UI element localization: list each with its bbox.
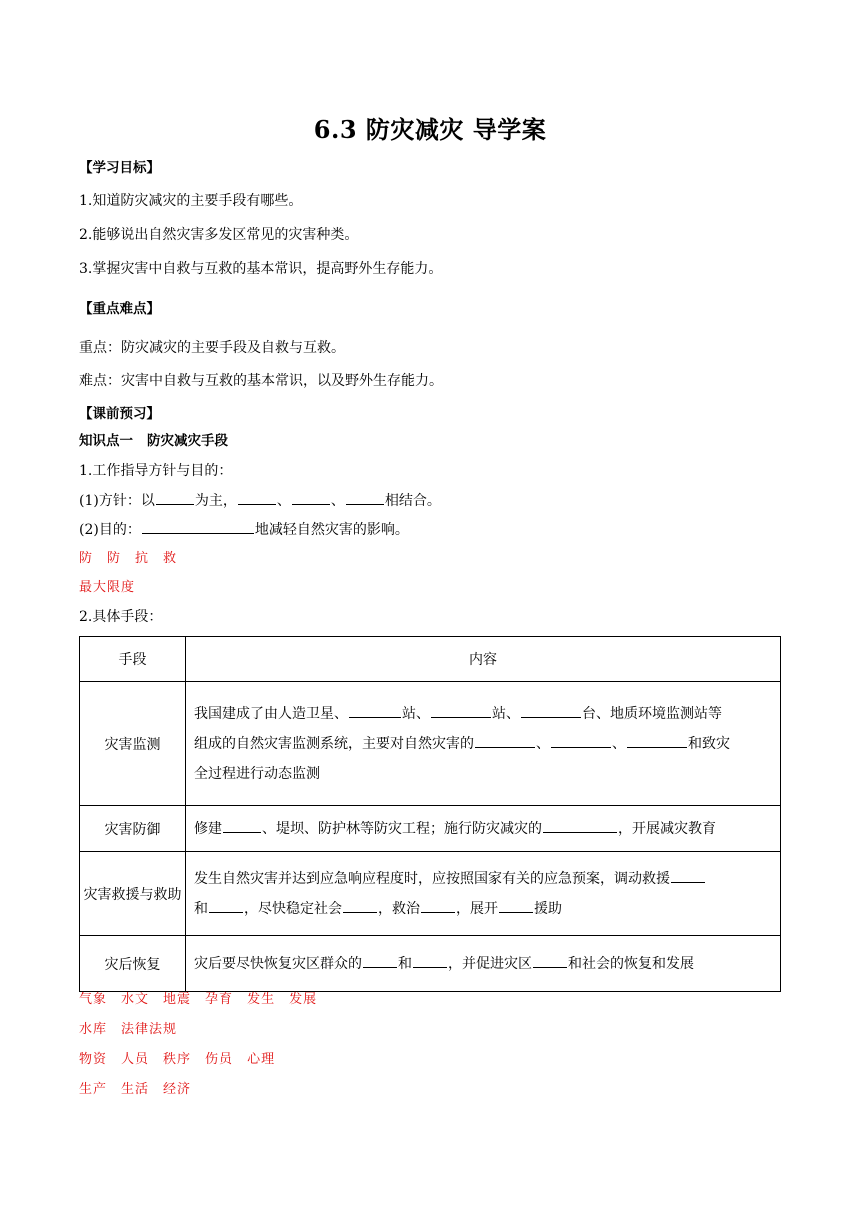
- q1a-text-5: 相结合。: [384, 493, 441, 509]
- blank: [292, 490, 330, 505]
- goal-2: 2.能够说出自然灾害多发区常见的灾害种类。: [79, 227, 359, 243]
- q1a-text-3: 、: [276, 493, 291, 509]
- goals-header: 【学习目标】: [79, 160, 160, 176]
- answer: 地震: [163, 992, 192, 1007]
- answer-line-1: [79, 549, 177, 569]
- row-content: [186, 852, 781, 936]
- cell-text: 我国建成了由人造卫星、: [194, 705, 348, 722]
- blank: [142, 519, 254, 534]
- blank: [475, 733, 535, 748]
- cell-text: ，开展减灾教育: [618, 820, 716, 837]
- blank: [156, 490, 194, 505]
- cell-text: 组成的自然灾害监测系统，主要对自然灾害的: [194, 735, 474, 752]
- key-header: 【重点难点】: [79, 301, 160, 317]
- goal-3: 3.掌握灾害中自救与互救的基本常识，提高野外生存能力。: [79, 261, 443, 277]
- table-row: [80, 852, 781, 936]
- blank: [671, 868, 705, 883]
- cell-text: ，并促进灾区: [448, 955, 532, 972]
- blank: [349, 703, 401, 718]
- table-header-row: [80, 637, 781, 682]
- question-2: 2.具体手段：: [79, 609, 163, 625]
- row-content: [186, 806, 781, 852]
- page-title: 6.3 防灾减灾 导学案: [313, 115, 547, 144]
- cell-text: 站、: [492, 705, 520, 722]
- header-cell-content: 内容: [186, 637, 781, 682]
- answer-line-6: [79, 1080, 191, 1100]
- cell-text: 修建: [194, 820, 222, 837]
- blank: [499, 898, 533, 913]
- cell-text: 和致灾: [688, 735, 730, 752]
- row-label: 灾害防御: [80, 806, 186, 852]
- answer: 救: [163, 551, 178, 566]
- row-label: 灾害监测: [80, 682, 186, 806]
- answer: 法律法规: [121, 1022, 178, 1037]
- cell-text: 全过程进行动态监测: [194, 765, 320, 782]
- blank: [223, 818, 261, 833]
- row-content: [186, 936, 781, 992]
- difficult-point: 难点：灾害中自救与互救的基本常识，以及野外生存能力。: [79, 373, 443, 389]
- blank: [238, 490, 276, 505]
- blank: [363, 953, 397, 968]
- answer: 抗: [135, 551, 150, 566]
- knowledge-point-1: [79, 431, 228, 451]
- answer: 发生: [247, 992, 276, 1007]
- answer: 水库: [79, 1022, 108, 1037]
- row-label: 灾害救援与救助: [80, 852, 186, 936]
- answer: 防: [107, 551, 122, 566]
- cell-text: 、: [612, 735, 626, 752]
- cell-text: 台、地质环境监测站等: [582, 705, 722, 722]
- blank: [627, 733, 687, 748]
- cell-text: 、: [536, 735, 550, 752]
- cell-text: 和: [398, 955, 412, 972]
- blank: [343, 898, 377, 913]
- cell-text: ，尽快稳定社会: [244, 900, 342, 917]
- cell-text: ，展开: [456, 900, 498, 917]
- answer-line-3: [79, 990, 317, 1010]
- q1a-text-2: 为主，: [194, 493, 237, 509]
- cell-text: 和社会的恢复和发展: [568, 955, 694, 972]
- blank: [543, 818, 617, 833]
- blank: [533, 953, 567, 968]
- cell-text: 和: [194, 900, 208, 917]
- table-row: [80, 806, 781, 852]
- row-content: [186, 682, 781, 806]
- answer: 心理: [247, 1052, 276, 1067]
- answer: 经济: [163, 1082, 192, 1097]
- question-1a: [79, 490, 441, 511]
- question-1: 1.工作指导方针与目的：: [79, 463, 233, 479]
- blank: [551, 733, 611, 748]
- cell-text: 发生自然灾害并达到应急响应程度时，应按照国家有关的应急预案，调动救援: [194, 870, 670, 887]
- table-row: [80, 936, 781, 992]
- answer: 孕育: [205, 992, 234, 1007]
- answer: 发展: [289, 992, 318, 1007]
- methods-table: [79, 636, 781, 992]
- goal-1: 1.知道防灾减灾的主要手段有哪些。: [79, 193, 303, 209]
- blank: [421, 898, 455, 913]
- kp1-label: 知识点一: [79, 433, 133, 449]
- cell-text: 灾后要尽快恢复灾区群众的: [194, 955, 362, 972]
- cell-text: 站、: [402, 705, 430, 722]
- table-row: [80, 682, 781, 806]
- q1a-text-1: (1)方针：以: [79, 493, 155, 509]
- answer-line-5: [79, 1050, 275, 1070]
- answer: 防: [79, 551, 94, 566]
- answer: 生活: [121, 1082, 150, 1097]
- answer: 伤员: [205, 1052, 234, 1067]
- blank: [209, 898, 243, 913]
- answer-line-4: [79, 1020, 177, 1040]
- question-1b: [79, 519, 409, 540]
- preview-header: 【课前预习】: [79, 406, 160, 422]
- cell-text: 援助: [534, 900, 562, 917]
- blank: [346, 490, 384, 505]
- answer-line-2: 最大限度: [79, 580, 136, 595]
- answer: 生产: [79, 1082, 108, 1097]
- answer: 秩序: [163, 1052, 192, 1067]
- answer: 物资: [79, 1052, 108, 1067]
- row-label: 灾后恢复: [80, 936, 186, 992]
- kp1-title: 防灾减灾手段: [147, 433, 228, 449]
- cell-text: 、堤坝、防护林等防灾工程；施行防灾减灾的: [262, 820, 542, 837]
- cell-text: ，救治: [378, 900, 420, 917]
- answer: 气象: [79, 992, 108, 1007]
- header-cell-method: 手段: [80, 637, 186, 682]
- blank: [521, 703, 581, 718]
- q1b-text-2: 地减轻自然灾害的影响。: [254, 522, 409, 538]
- answer: 水文: [121, 992, 150, 1007]
- blank: [431, 703, 491, 718]
- blank: [413, 953, 447, 968]
- key-point: 重点：防灾减灾的主要手段及自救与互救。: [79, 340, 345, 356]
- q1b-text-1: (2)目的：: [79, 522, 141, 538]
- q1a-text-4: 、: [330, 493, 345, 509]
- answer: 人员: [121, 1052, 150, 1067]
